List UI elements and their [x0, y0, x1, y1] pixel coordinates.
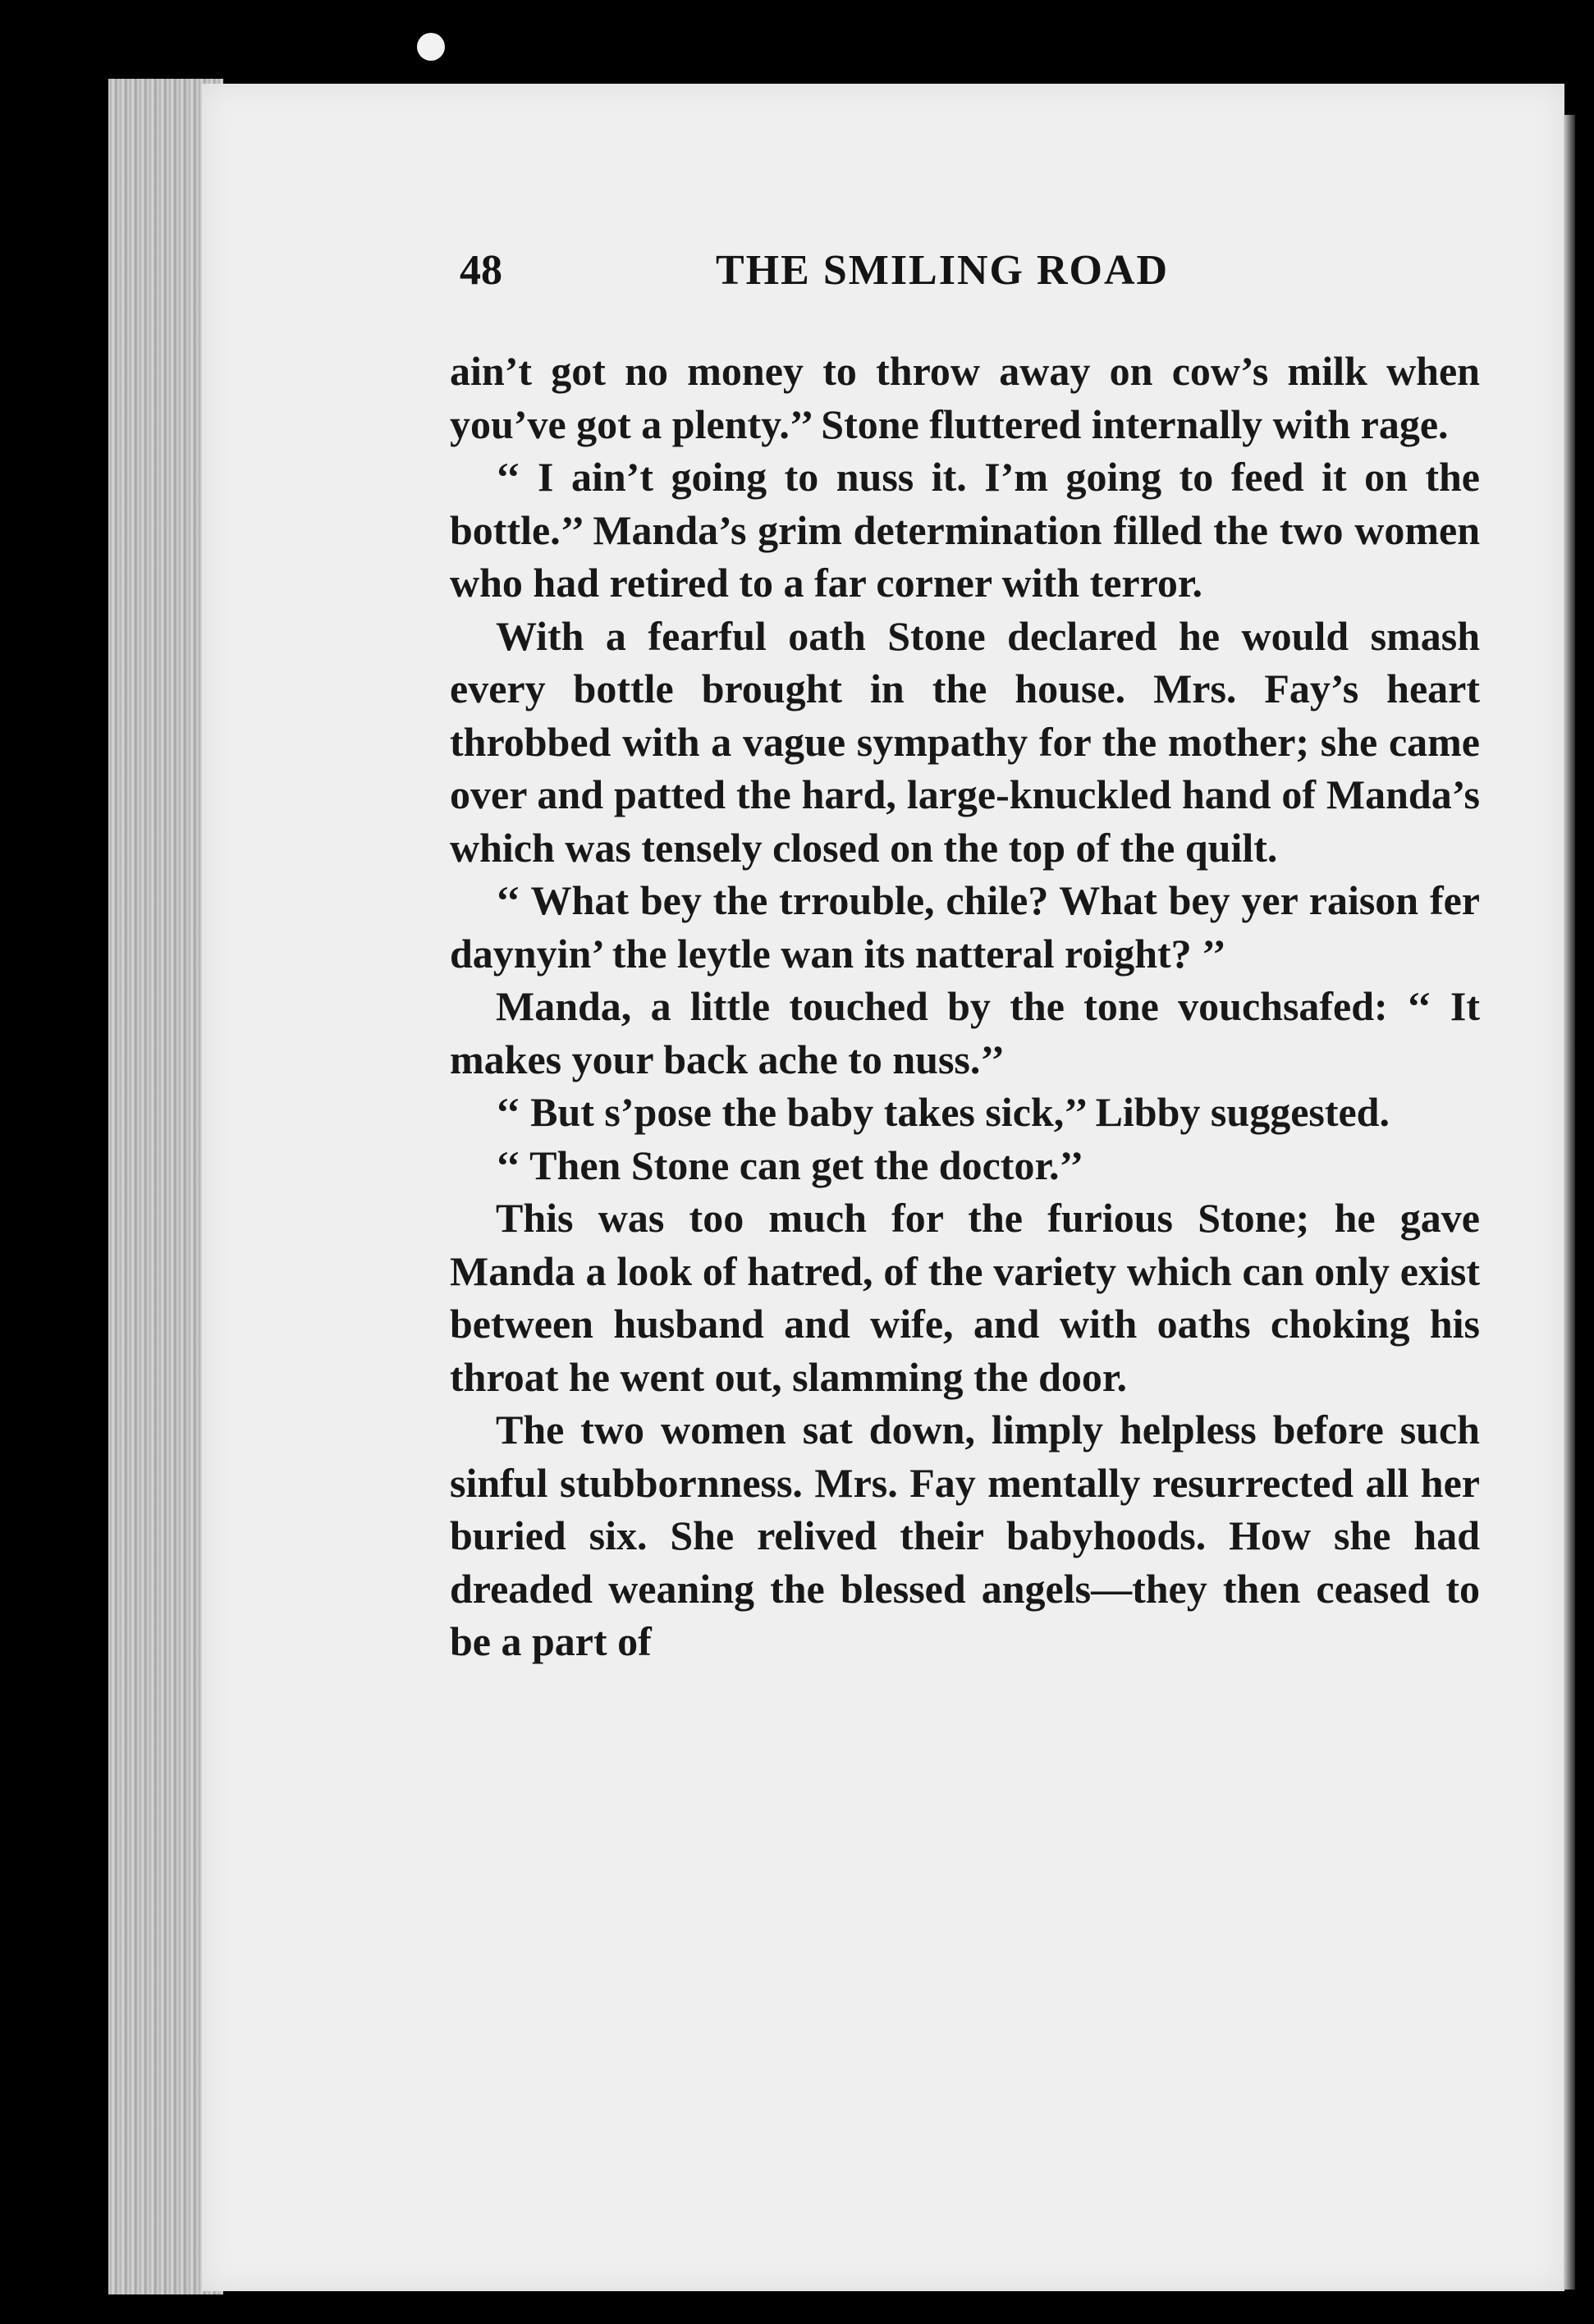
page-right-edge	[1564, 115, 1575, 2290]
paragraph-4: ‘‘ What bey the trrouble, chile? What bey yer raison fer daynyin’ the leytle wan its natteral roight? ’’	[450, 877, 1480, 977]
paragraph-7: ‘‘ Then Stone can get the doctor.’’	[496, 1141, 1084, 1188]
paragraph-8: This was too much for the furious Stone; he gave Manda a look of hatred, of the variety which can only exist between husband and wife, and with oaths choking his throat he went out, slamming the door.	[450, 1195, 1480, 1400]
page-header	[460, 246, 1494, 304]
paragraph-1: ain’t got no money to throw away on cow’s milk when you’ve got a plenty.’’ Stone fluttered internally with rage.	[450, 348, 1480, 447]
page-number: 48	[460, 247, 502, 294]
paragraph-3: With a fearful oath Stone declared he would smash every bottle brought in the house. Mrs. Fay’s heart throbbed with a vague sympathy for the mother; she came over and patted the hard, large-knuckled hand of Manda’s which was tensely closed on the top of the quilt.	[450, 612, 1480, 871]
running-head: THE SMILING ROAD	[716, 247, 1170, 294]
paragraph-9: The two women sat down, limply helpless before such sinful stubbornness. Mrs. Fay mentally resurrected all her buried six. She relived their babyhoods. How she had dreaded weaning the blessed angels—they then ceased to be a part of	[450, 1407, 1480, 1664]
paragraph-5: Manda, a little touched by the tone vouchsafed: ‘‘ It makes your back ache to nuss.’’	[450, 983, 1480, 1082]
body-text	[450, 345, 1480, 1668]
paragraph-2: ‘‘ I ain’t going to nuss it. I’m going to feed it on the bottle.’’ Manda’s grim determination filled the two women who had retired to a far corner with terror.	[450, 454, 1480, 606]
punch-hole	[417, 33, 445, 61]
paragraph-6: ‘‘ But s’pose the baby takes sick,’’ Libby suggested.	[496, 1089, 1390, 1135]
